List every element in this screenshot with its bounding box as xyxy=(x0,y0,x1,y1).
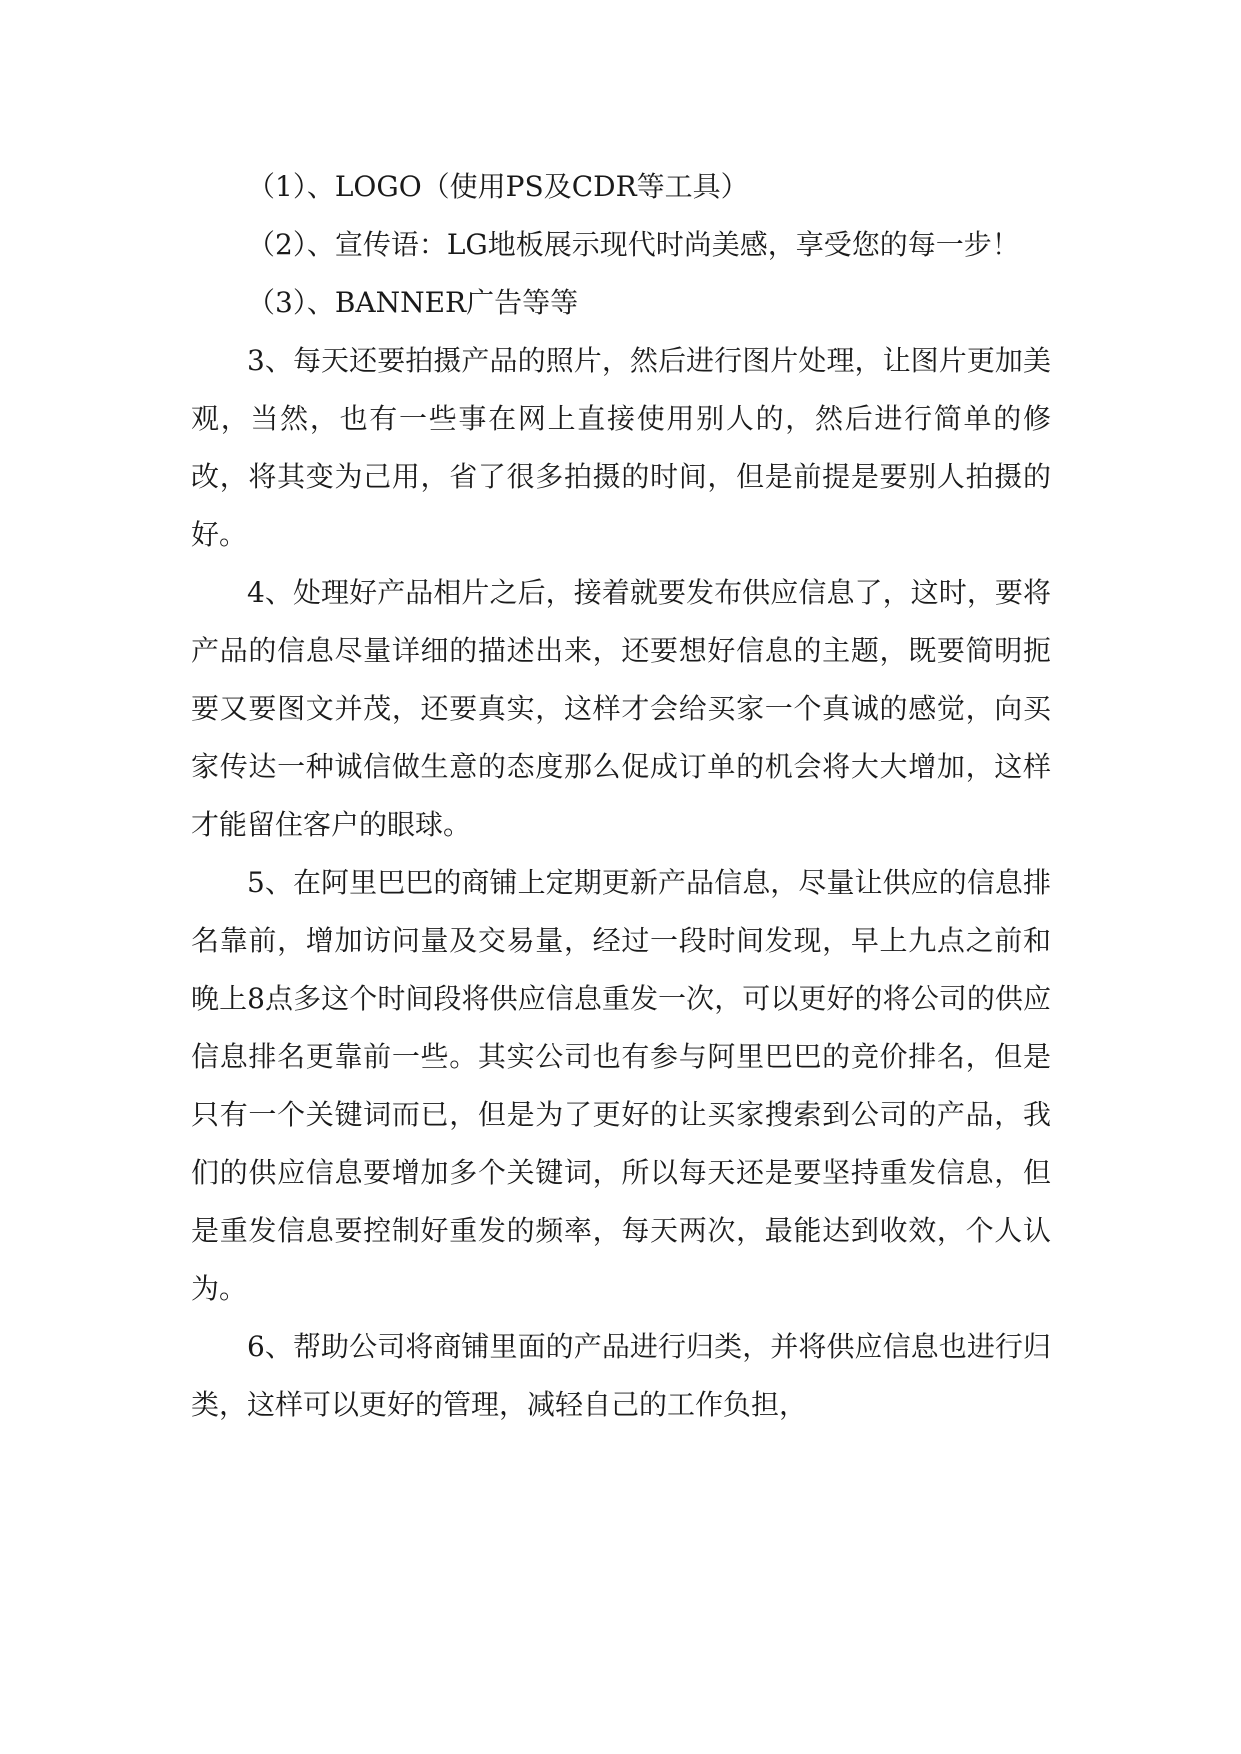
paragraph-logo: （1）、LOGO（使用PS及CDR等工具） xyxy=(247,170,749,203)
paragraph-item-5: 5、在阿里巴巴的商铺上定期更新产品信息，尽量让供应的信息排名靠前，增加访问量及交易量，经过一段时间发现，早上九点之前和晚上8点多这个时间段将供应信息重发一次，可以更好的将公司的供应信息排名更靠前一些。其实公司也有参与阿里巴巴的竞价排名，但是只有一个关键词而已，但是为了更好的让买家搜索到公司的产品，我们的供应信息要增加多个关键词，所以每天还是要坚持重发信息，但是重发信息要控制好重发的频率，每天两次，最能达到收效，个人认为。 xyxy=(191,866,1051,1305)
paragraph-item-4: 4、处理好产品相片之后，接着就要发布供应信息了，这时，要将产品的信息尽量详细的描述出来，还要想好信息的主题，既要简明扼要又要图文并茂，还要真实，这样才会给买家一个真诚的感觉，向买家传达一种诚信做生意的态度那么促成订单的机会将大大增加，这样才能留住客户的眼球。 xyxy=(191,576,1051,841)
paragraph-slogan: （2）、宣传语：LG地板展示现代时尚美感，享受您的每一步！ xyxy=(247,228,1020,261)
document-body xyxy=(191,158,1051,1434)
paragraph-item-6: 6、帮助公司将商铺里面的产品进行归类，并将供应信息也进行归类，这样可以更好的管理，减轻自己的工作负担， xyxy=(191,1330,1051,1421)
paragraph-item-3: 3、每天还要拍摄产品的照片，然后进行图片处理，让图片更加美观，当然，也有一些事在网上直接使用别人的，然后进行简单的修改，将其变为己用，省了很多拍摄的时间，但是前提是要别人拍摄的好。 xyxy=(191,344,1051,551)
paragraph-banner: （3）、BANNER广告等等 xyxy=(247,286,579,319)
